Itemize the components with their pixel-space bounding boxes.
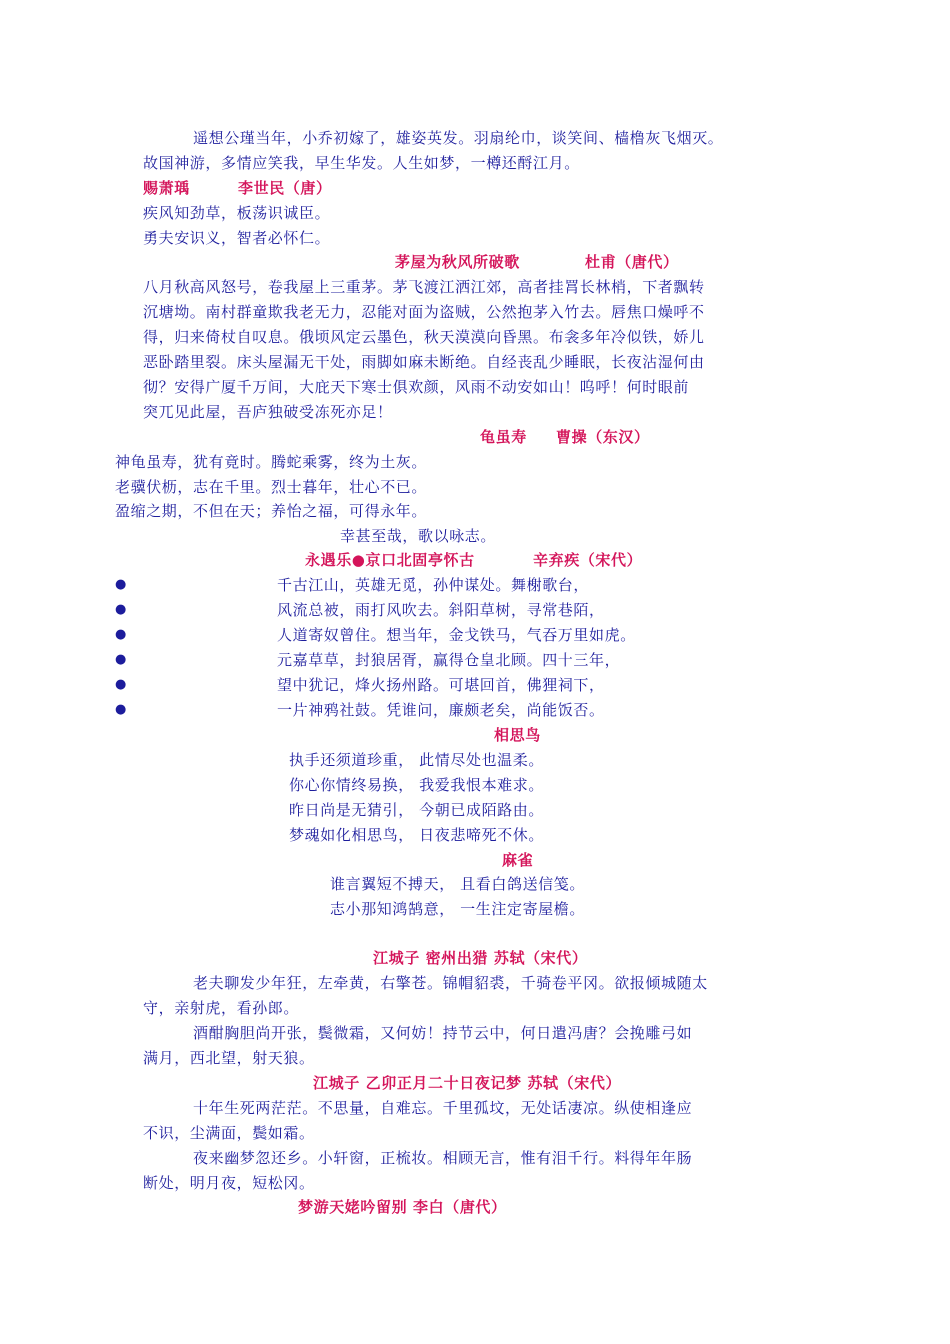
poem-line: 恶卧踏里裂。床头屋漏无干处，雨脚如麻未断绝。自经丧乱少睡眠，长夜沾湿何由 <box>143 353 705 371</box>
poem-line: 执手还须道珍重， 此情尽处也温柔。 <box>289 751 544 769</box>
bullet-icon: ● <box>115 602 127 617</box>
poem-line: 彻？安得广厦千万间，大庇天下寒士俱欢颜，风雨不动安如山！呜呼！何时眼前 <box>143 378 690 396</box>
poem-author: 李世民（唐） <box>238 179 332 197</box>
bullet-icon: ● <box>115 677 127 692</box>
bullet-icon: ● <box>115 627 127 642</box>
bullet-icon: ● <box>115 702 127 717</box>
poem-title: 赐萧瑀 <box>143 179 190 197</box>
poem-line: 沉塘坳。南村群童欺我老无力，忍能对面为盗贼，公然抱茅入竹去。唇焦口燥呼不 <box>143 303 705 321</box>
poem-line: 突兀见此屋，吾庐独破受冻死亦足！ <box>143 403 393 421</box>
poem-line: 得，归来倚杖自叹息。俄顷风定云墨色，秋天漠漠向昏黑。布衾多年冷似铁，娇儿 <box>143 328 705 346</box>
poem-title: 江城子 密州出猎 苏轼（宋代） <box>373 949 588 967</box>
poem-title: 茅屋为秋风所破歌 <box>395 253 520 271</box>
poem-line: 老夫聊发少年狂，左牵黄，右擎苍。锦帽貂裘，千骑卷平冈。欲报倾城随太 <box>193 974 708 992</box>
poem-title: 梦游天姥吟留别 李白（唐代） <box>298 1198 507 1216</box>
poem-line: 千古江山，英雄无觅，孙仲谋处。舞榭歌台， <box>277 576 590 594</box>
poem-line: 你心你情终易换， 我爱我恨本难求。 <box>289 776 544 794</box>
bullet-icon: ● <box>115 652 127 667</box>
poem-line: 酒酣胸胆尚开张，鬓微霜，又何妨！持节云中，何日遣冯唐？会挽雕弓如 <box>193 1024 693 1042</box>
poem-line: 满月，西北望，射天狼。 <box>143 1049 315 1067</box>
poem-line: 望中犹记，烽火扬州路。可堪回首，佛狸祠下， <box>277 676 605 694</box>
poem-author: 辛弃疾（宋代） <box>533 551 643 569</box>
poem-line: 守，亲射虎，看孙郎。 <box>143 999 300 1017</box>
poem-line: 八月秋高风怒号，卷我屋上三重茅。茅飞渡江洒江郊，高者挂罥长林梢，下者飘转 <box>143 278 705 296</box>
poem-title: 江城子 乙卯正月二十日夜记梦 苏轼（宋代） <box>313 1074 622 1092</box>
poem-title: 相思鸟 <box>494 726 541 744</box>
poem-line: 十年生死两茫茫。不思量，自难忘。千里孤坟，无处话凄凉。纵使相逢应 <box>193 1099 693 1117</box>
poem-line: 幸甚至哉，歌以咏志。 <box>340 527 497 545</box>
poem-line: 盈缩之期，不但在天；养怡之福，可得永年。 <box>115 502 428 520</box>
poem-line: 谁言翼短不搏天， 且看白鸽送信笺。 <box>330 875 585 893</box>
poem-line: 风流总被，雨打风吹去。斜阳草树，寻常巷陌， <box>277 601 605 619</box>
poem-line: 梦魂如化相思鸟， 日夜悲啼死不休。 <box>289 826 544 844</box>
poem-author: 曹操（东汉） <box>556 428 650 446</box>
poem-line: 昨日尚是无猜引， 今朝已成陌路由。 <box>289 801 544 819</box>
poem-line: 志小那知鸿鹄意， 一生注定寄屋檐。 <box>330 900 585 918</box>
poem-title: 龟虽寿 <box>480 428 527 446</box>
poem-author: 杜甫（唐代） <box>585 253 679 271</box>
poem-line: 故国神游，多情应笑我，早生华发。人生如梦，一樽还酹江月。 <box>143 154 580 172</box>
poem-line: 夜来幽梦忽还乡。小轩窗，正梳妆。相顾无言，惟有泪千行。料得年年肠 <box>193 1149 693 1167</box>
poem-line: 元嘉草草，封狼居胥，赢得仓皇北顾。四十三年， <box>277 651 621 669</box>
poem-line: 老骥伏枥，志在千里。烈士暮年，壮心不已。 <box>115 478 428 496</box>
poem-line: 遥想公瑾当年，小乔初嫁了，雄姿英发。羽扇纶巾，谈笑间、樯橹灰飞烟灭。 <box>193 129 724 147</box>
poem-line: 勇夫安识义，智者必怀仁。 <box>143 229 331 247</box>
poem-title: 麻雀 <box>502 851 534 869</box>
poem-line: 疾风知劲草，板荡识诚臣。 <box>143 204 331 222</box>
poem-line: 断处，明月夜，短松冈。 <box>143 1174 315 1192</box>
bullet-icon: ● <box>115 577 127 592</box>
poem-line: 神龟虽寿，犹有竟时。腾蛇乘雾，终为土灰。 <box>115 453 428 471</box>
poem-line: 一片神鸦社鼓。凭谁问，廉颇老矣，尚能饭否。 <box>277 701 605 719</box>
poem-line: 不识，尘满面，鬓如霜。 <box>143 1124 315 1142</box>
poem-line: 人道寄奴曾住。想当年，金戈铁马，气吞万里如虎。 <box>277 626 636 644</box>
poem-title: 永遇乐●京口北固亭怀古 <box>305 551 475 569</box>
